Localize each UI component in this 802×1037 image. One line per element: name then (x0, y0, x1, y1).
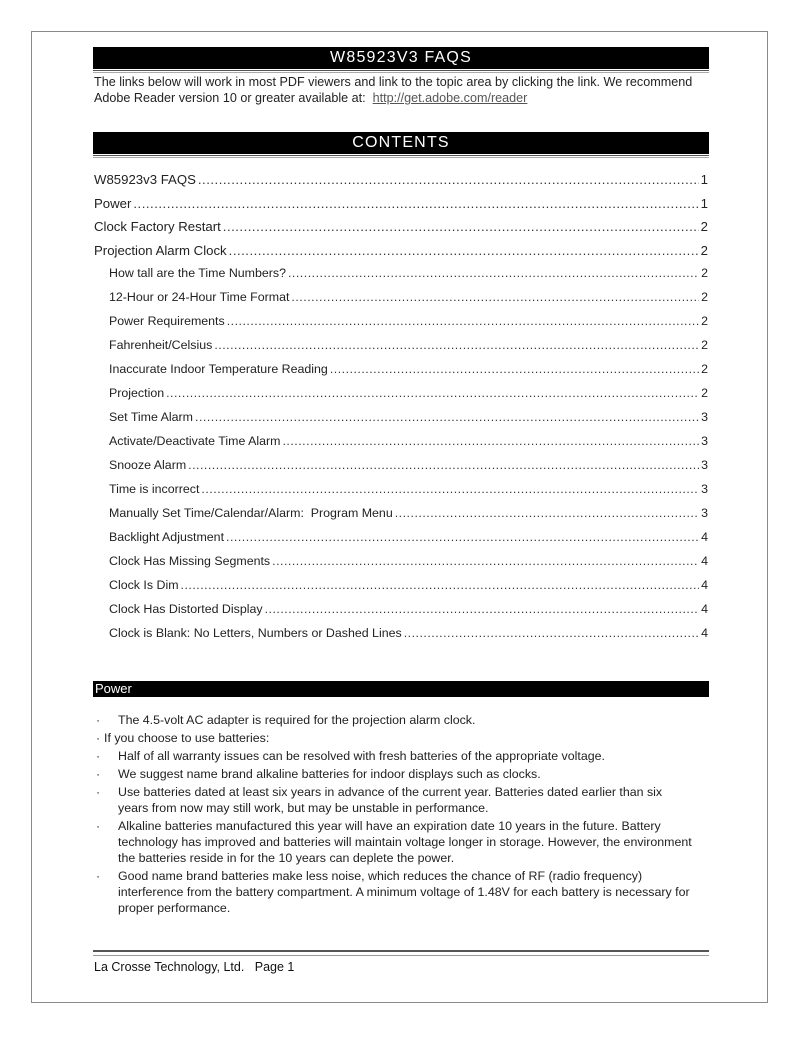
toc-subentry[interactable]: Time is incorrect ..... 3 (94, 482, 708, 506)
list-item: · The 4.5-volt AC adapter is required for the projection alarm clock. (96, 713, 476, 727)
list-item: · If you choose to use batteries: (96, 731, 270, 745)
toc-subentry[interactable]: Activate/Deactivate Time Alarm ..... 3 (94, 434, 708, 458)
power-section-heading: Power (93, 681, 709, 697)
table-of-contents (94, 172, 708, 650)
toc-subentry[interactable]: Manually Set Time/Calendar/Alarm: Program Menu ..... 3 (94, 506, 708, 530)
toc-subentry[interactable]: Projection ..... 2 (94, 386, 708, 410)
toc-subentry[interactable]: Inaccurate Indoor Temperature Reading ..... 2 (94, 362, 708, 386)
footer-company: La Crosse Technology, Ltd. (94, 960, 245, 974)
title-underline (93, 70, 709, 73)
list-item: · Good name brand batteries make less noise, which reduces the chance of RF (radio frequency) interference from the battery compartment. A minimum voltage of 1.48V for each battery is necessary for proper performance. (96, 869, 690, 915)
intro-text: The links below will work in most PDF viewers and link to the topic area by clicking the link. We recommend Adobe Reader version 10 or greater available at: (94, 75, 693, 105)
toc-subentry[interactable]: 12-Hour or 24-Hour Time Format ..... 2 (94, 290, 708, 314)
toc-entry[interactable]: W85923v3 FAQS ..... 1 (94, 172, 708, 196)
contents-underline (93, 155, 709, 158)
toc-subentry[interactable]: Clock Has Missing Segments ..... 4 (94, 554, 708, 578)
list-item: · Use batteries dated at least six years in advance of the current year. Batteries dated earlier than six years from now may still work, but may be unstable in performance. (96, 785, 663, 815)
toc-subentry[interactable]: Set Time Alarm ..... 3 (94, 410, 708, 434)
power-bullet-list (94, 712, 694, 918)
toc-entry[interactable]: Clock Factory Restart ..... 2 (94, 219, 708, 243)
adobe-reader-link[interactable]: http://get.adobe.com/reader (372, 91, 528, 105)
footer-divider (93, 950, 709, 956)
toc-subentry[interactable]: Power Requirements ..... 2 (94, 314, 708, 338)
contents-heading: CONTENTS (93, 132, 709, 154)
page-title: W85923V3 FAQS (93, 47, 709, 69)
toc-subentry[interactable]: How tall are the Time Numbers? ..... 2 (94, 266, 708, 290)
toc-subentry[interactable]: Clock Is Dim ..... 4 (94, 578, 708, 602)
toc-subentry[interactable]: Snooze Alarm ..... 3 (94, 458, 708, 482)
toc-subentry[interactable]: Backlight Adjustment ..... 4 (94, 530, 708, 554)
toc-entry[interactable]: Projection Alarm Clock ..... 2 (94, 243, 708, 267)
list-item: · We suggest name brand alkaline batteries for indoor displays such as clocks. (96, 767, 541, 781)
page-footer (94, 960, 294, 974)
toc-entry[interactable]: Power ..... 1 (94, 196, 708, 220)
footer-page-number: Page 1 (254, 960, 295, 974)
toc-subentry[interactable]: Clock Has Distorted Display ..... 4 (94, 602, 708, 626)
list-item: · Alkaline batteries manufactured this year will have an expiration date 10 years in the future. Battery technology has improved and batteries will maintain voltage longer in storage. However, the environment the batteries reside in for the 10 years can deplete the power. (96, 819, 692, 865)
toc-subentry[interactable]: Fahrenheit/Celsius ..... 2 (94, 338, 708, 362)
intro-paragraph (94, 74, 706, 106)
list-item: · Half of all warranty issues can be resolved with fresh batteries of the appropriate voltage. (96, 749, 605, 763)
toc-subentry[interactable]: Clock is Blank: No Letters, Numbers or Dashed Lines ..... 4 (94, 626, 708, 650)
